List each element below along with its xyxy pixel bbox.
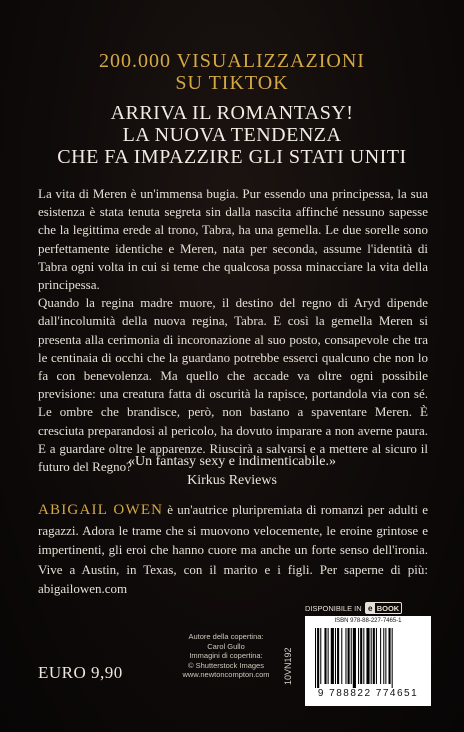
synopsis-paragraph-1: La vita di Meren è un'immensa bugia. Pur essendo una principessa, la sua esistenza è stata tenuta segreta sin dalla nascita affinché nessuno sapesse che la legittima erede al trono, Tabra, ha una gemella. Le due sorelle sono perfettamente identiche e Meren, nata per seconda, assume l'identità di Tabra ogni volta in cui si teme che qualcosa possa minacciare la vita della principessa. xyxy=(38,186,428,293)
synopsis-paragraph-2: Quando la regina madre muore, il destino del regno di Aryd dipende dall'incolumità della nuova regina, Tabra. E così la gemella Meren si presenta alla cerimonia di incoronazione al suo posto, consapevole che tra le centinaia di occhi che la guardano potrebbe esserci qualcuno che non lo fa con benevolenza. Ma quello che accade va oltre ogni possibile previsione: una creatura fatta di oscurità la rapisce, portandola via con sé. Le ombre che brandisce, però, non bastano a spaventare Meren. È cresciuta preparandosi al pericolo, ha dovuto imparare a non averne paura. E a guardare oltre le apparenze. Riuscirà a salvarsi e a mettere al sicuro il futuro del Regno? xyxy=(38,295,428,475)
ebook-available-label: DISPONIBILE IN xyxy=(305,603,362,613)
review-source: Kirkus Reviews xyxy=(187,473,277,488)
cover-credits xyxy=(178,632,274,680)
author-bio: è un'autrice pluripremiata di romanzi per adulti e ragazzi. Adora le trame che si muovono velocemente, le eroine grintose e impertinenti, gli eroi che hanno cuore ma anche un forte senso dell'ironia. Vive a Austin, in Texas, con il marito e i figli. Per saperne di più: abigailowen.com xyxy=(38,502,428,596)
credits-line-3: Immagini di copertina: xyxy=(189,651,263,660)
barcode-digits: 9 788822 774651 xyxy=(317,688,419,699)
ebook-badge xyxy=(365,602,403,614)
review-quote: «Un fantasy sexy e indimenticabile.» xyxy=(128,454,336,469)
tagline-line-3: CHE FA IMPAZZIRE GLI STATI UNITI xyxy=(57,146,407,168)
author-name: ABIGAIL OWEN xyxy=(38,502,164,518)
publisher-website: www.newtoncompton.com xyxy=(182,670,270,679)
promo-line-1: 200.000 VISUALIZZAZIONI xyxy=(99,50,365,72)
barcode-bars-icon xyxy=(315,628,421,688)
barcode-isbn-text: ISBN 978-88-227-7465-1 xyxy=(334,618,402,624)
ebook-e-icon: e xyxy=(366,603,375,613)
credits-line-4: © Shutterstock Images xyxy=(188,660,264,670)
tagline-line-1: ARRIVA IL ROMANTASY! xyxy=(110,102,354,124)
author-bio-block xyxy=(38,500,428,599)
series-code: 10VN192 xyxy=(283,647,293,685)
tagline-line-2: LA NUOVA TENDENZA xyxy=(122,124,342,146)
credits-line-1: Autore della copertina: xyxy=(188,632,264,641)
barcode xyxy=(305,616,431,706)
ebook-badge-text: BOOK xyxy=(376,603,400,613)
price: EURO 9,90 xyxy=(38,663,123,682)
ebook-availability xyxy=(305,601,431,615)
synopsis xyxy=(38,185,428,476)
promo-line-2: SU TIKTOK xyxy=(175,72,289,94)
credits-line-2: Carol Gullo xyxy=(207,641,245,651)
